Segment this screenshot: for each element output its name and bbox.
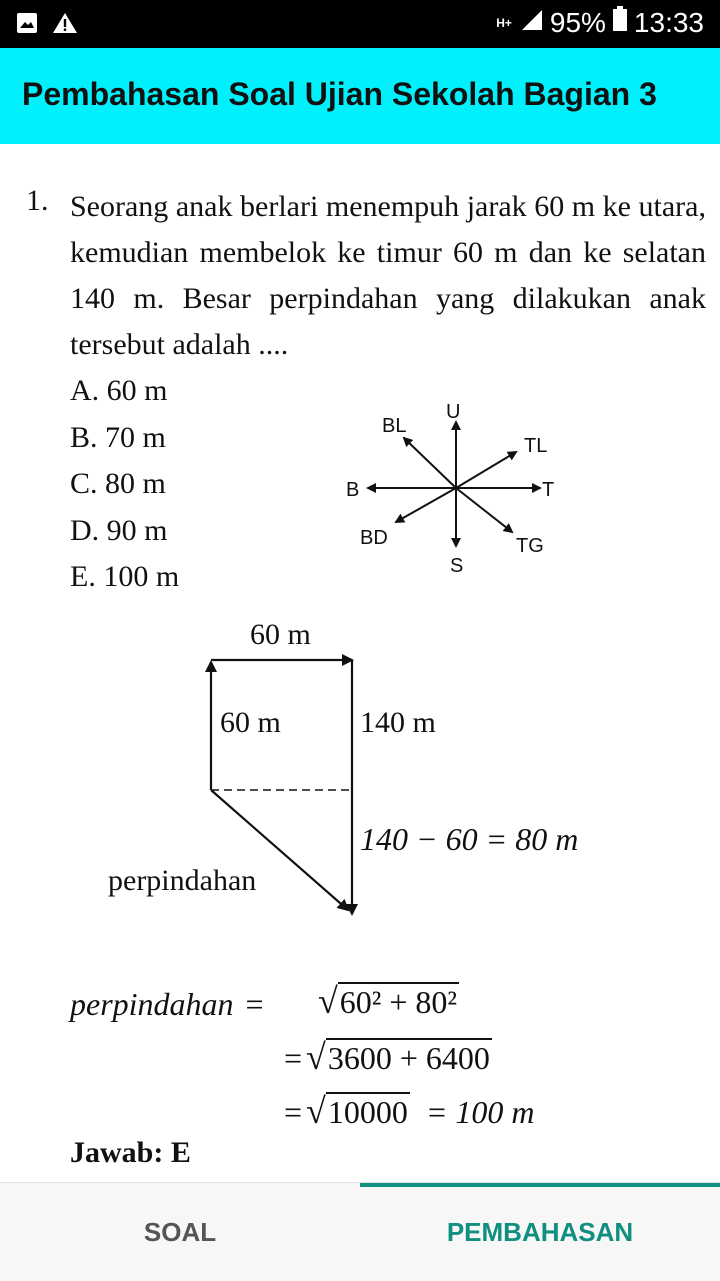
equation-variable: perpindahan [70, 986, 234, 1022]
tab-pembahasan-label: PEMBAHASAN [446, 1216, 634, 1247]
label-east-60: 60 m [250, 618, 311, 651]
page-title: Pembahasan Soal Ujian Sekolah Bagian 3 [22, 76, 657, 112]
tab-pembahasan[interactable] [360, 1183, 720, 1281]
label-south-140: 140 m [360, 706, 436, 739]
sqrt-symbol: √ [306, 1037, 326, 1077]
signal-icon [520, 7, 544, 39]
compass-label-tl: TL [524, 435, 548, 457]
label-north-60: 60 m [220, 706, 281, 739]
tab-soal-label: SOAL [143, 1216, 217, 1247]
radicand-3: 10000 [327, 1094, 408, 1130]
equation-label [70, 986, 268, 1023]
status-bar [0, 0, 720, 48]
compass-label-tg: TG [516, 535, 544, 557]
sqrt-symbol: √ [306, 1091, 326, 1131]
option-e: E. 100 m [70, 560, 180, 593]
compass-diagram [340, 394, 570, 584]
tab-soal[interactable] [0, 1183, 360, 1281]
equation-line-2 [284, 1036, 492, 1078]
option-a: A. 60 m [70, 374, 168, 407]
option-d: D. 90 m [70, 513, 168, 547]
option-c: C. 80 m [70, 467, 166, 500]
label-difference: 140 − 60 = 80 m [360, 821, 579, 857]
compass-label-u: U [446, 401, 461, 423]
compass-label-bd: BD [360, 527, 388, 549]
bottom-navigation [0, 1182, 720, 1281]
sqrt-symbol: √ [318, 981, 338, 1021]
radicand-2: 3600 + 6400 [327, 1040, 490, 1076]
question-text: Seorang anak berlari menempuh jarak 60 m ke utara, kemudian membelok ke timur 60 m dan ke selatan 140 m. Besar perpindahan yang dilakukan anak tersebut adalah .... [70, 190, 706, 361]
displacement-diagram [100, 614, 660, 924]
equation-line-3 [284, 1090, 535, 1132]
equation-result: = 100 m [425, 1094, 535, 1130]
option-b: B. 70 m [70, 420, 166, 454]
equation-equals-2: = [284, 1040, 303, 1076]
answer-text: Jawab: E [70, 1136, 191, 1169]
options-list [70, 368, 179, 601]
equation-line-1 [318, 980, 459, 1022]
solution-content[interactable] [0, 144, 720, 1182]
battery-level: 95% [549, 6, 606, 38]
compass-label-b: B [346, 479, 360, 501]
compass-label-t: T [542, 479, 555, 501]
compass-label-s: S [450, 555, 464, 577]
question-number: 1. [26, 184, 49, 217]
network-hplus-icon: H+ [496, 15, 512, 30]
active-tab-indicator [360, 1183, 720, 1187]
label-displacement: perpindahan [108, 864, 257, 897]
warning-icon [52, 12, 78, 39]
compass-label-bl: BL [382, 415, 407, 437]
equation-equals-3: = [284, 1094, 303, 1130]
gallery-icon [16, 12, 38, 39]
battery-icon [612, 6, 628, 39]
radicand-1: 60² + 80² [339, 984, 457, 1020]
app-bar [0, 48, 720, 144]
equation-equals: = [245, 986, 264, 1022]
clock: 13:33 [633, 6, 704, 38]
